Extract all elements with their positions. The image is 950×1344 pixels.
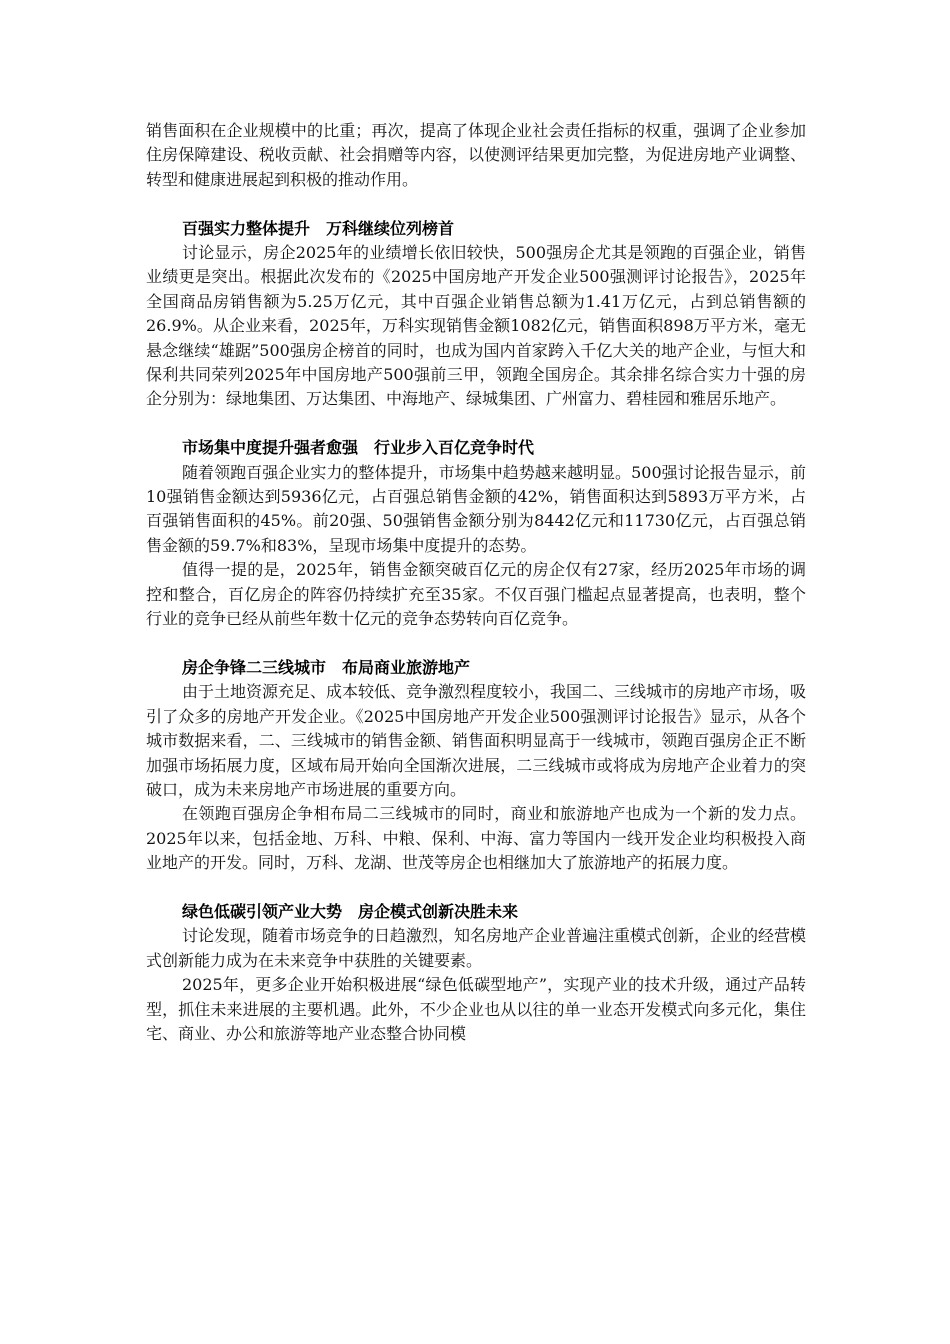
section-paragraph: 2025年，更多企业开始积极进展“绿色低碳型地产”，实现产业的技术升级，通过产品转型，抓住未来进展的主要机遇。此外，不少企业也从以往的单一业态开发模式向多元化，集住宅、商业、办公和旅游等地产业态整合协同模 (146, 975, 806, 1043)
document-page (146, 119, 806, 1046)
section-paragraph: 值得一提的是，2025年，销售金额突破百亿元的房企仅有27家，经历2025年市场的调控和整合，百亿房企的阵容仍持续扩充至35家。不仅百强门槛起点显著提高，也表明，整个行业的竞争已经从前些年数十亿元的竞争态势转向百亿竞争。 (146, 560, 806, 629)
section-heading: 百强实力整体提升 万科继续位列榜首 (182, 218, 455, 238)
section-second-third-tier-cities (146, 656, 806, 876)
section-paragraph: 讨论发现，随着市场竞争的日趋激烈，知名房地产企业普遍注重模式创新，企业的经营模式创新能力成为在未来竞争中获胜的关键要素。 (146, 926, 807, 970)
section-paragraph: 随着领跑百强企业实力的整体提升，市场集中趋势越来越明显。500强讨论报告显示，前10强销售金额达到5936亿元，占百强总销售金额的42%，销售面积达到5893万平方米，占百强销售面积的45%。前20强、50强销售金额分别为8442亿元和11730亿元，占百强总销售金额的59.7%和83%，呈现市场集中度提升的态势。 (146, 462, 806, 555)
section-green-low-carbon (146, 900, 806, 1046)
section-heading: 绿色低碳引领产业大势 房企模式创新决胜未来 (182, 901, 519, 921)
section-heading: 房企争锋二三线城市 布局商业旅游地产 (182, 657, 471, 677)
section-market-concentration (146, 436, 806, 631)
section-top-100-strength (146, 217, 806, 412)
section-paragraph: 由于土地资源充足、成本较低、竞争激烈程度较小，我国二、三线城市的房地产市场，吸引了众多的房地产开发企业。《2025中国房地产开发企业500强测评讨论报告》显示，从各个城市数据来看，二、三线城市的销售金额、销售面积明显高于一线城市，领跑百强房企正不断加强市场拓展力度，区域布局开始向全国渐次进展，二三线城市或将成为房地产企业着力的突破口，成为未来房地产市场进展的重要方向。 (146, 682, 807, 799)
section-paragraph: 在领跑百强房企争相布局二三线城市的同时，商业和旅游地产也成为一个新的发力点。2025年以来，包括金地、万科、中粮、保利、中海、富力等国内一线开发企业均积极投入商业地产的开发。同时，万科、龙湖、世茂等房企也相继加大了旅游地产的拓展力度。 (146, 804, 806, 873)
intro-paragraph: 销售面积在企业规模中的比重；再次，提高了体现企业社会责任指标的权重，强调了企业参加住房保障建设、税收贡献、社会捐赠等内容，以使测评结果更加完整，为促进房地产业调整、转型和健康进展起到积极的推动作用。 (146, 121, 806, 189)
section-heading: 市场集中度提升强者愈强 行业步入百亿竞争时代 (182, 438, 535, 458)
section-paragraph: 讨论显示，房企2025年的业绩增长依旧较快，500强房企尤其是领跑的百强企业，销售业绩更是突出。根据此次发布的《2025中国房地产开发企业500强测评讨论报告》，2025年全国商品房销售额为5.25万亿元，其中百强企业销售总额为1.41万亿元，占到总销售额的26.9%。从企业来看，2025年，万科实现销售金额1082亿元，销售面积898万平方米，毫无悬念继续“雄踞”500强房企榜首的同时，也成为国内首家跨入千亿大关的地产企业，与恒大和保利共同荣列2025年中国房地产500强前三甲，领跑全国房企。其余排名综合实力十强的房企分别为：绿地集团、万达集团、中海地产、绿城集团、广州富力、碧桂园和雅居乐地产。 (146, 243, 806, 409)
